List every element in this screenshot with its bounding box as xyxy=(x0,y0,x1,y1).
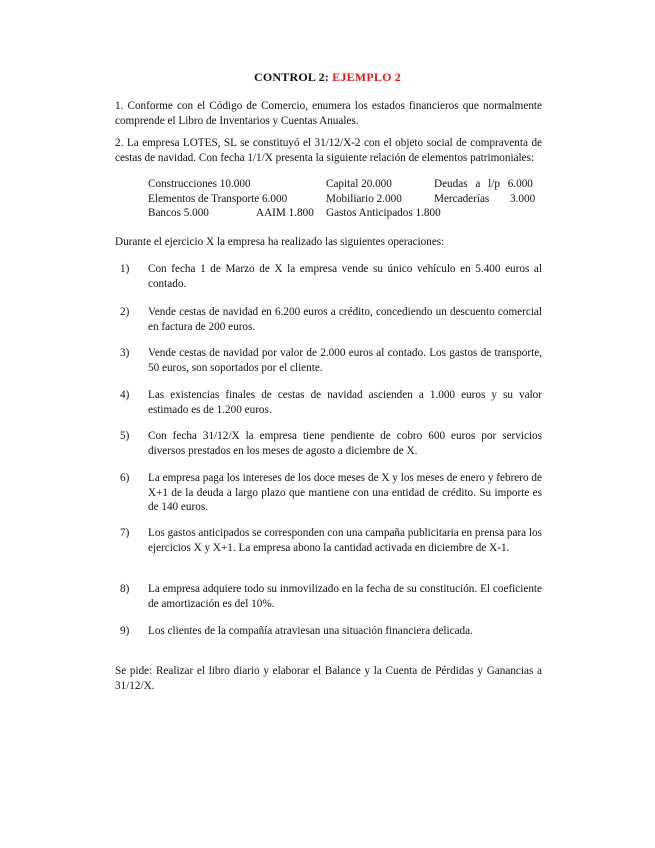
item-number: 7) xyxy=(120,527,130,539)
closing-instruction: Se pide: Realizar el libro diario y elaborar el Balance y la Cuenta de Pérdidas y Ganancias a 31/12/X. xyxy=(115,665,542,692)
question-2: 2. La empresa LOTES, SL se constituyó el 31/12/X-2 con el objeto social de compraventa de cestas de navidad. Con fecha 1/1/X presenta la siguiente relación de elementos patrimoniales: xyxy=(115,137,542,164)
item-number: 2) xyxy=(120,306,130,318)
page-title xyxy=(0,70,655,85)
item-number: 6) xyxy=(120,472,130,484)
title-accent: EJEMPLO 2 xyxy=(332,70,402,84)
item-text: La empresa adquiere todo su inmovilizado en la fecha de su constitución. El coeficiente de amortización es del 10%. xyxy=(148,583,542,610)
asset-item: Construcciones 10.000 xyxy=(148,178,251,190)
item-text: Las existencias finales de cestas de navidad ascienden a 1.000 euros y su valor estimado es de 1.200 euros. xyxy=(148,389,542,416)
title-main: CONTROL 2: xyxy=(253,70,329,84)
question-1: 1. Conforme con el Código de Comercio, enumera los estados financieros que normalmente comprende el Libro de Inventarios y Cuentas Anuales. xyxy=(115,100,542,127)
asset-item: AAIM 1.800 xyxy=(256,207,314,219)
asset-row xyxy=(148,206,542,221)
item-text: Vende cestas de navidad por valor de 2.000 euros al contado. Los gastos de transporte, 50 euros, son soportados por el cliente. xyxy=(148,347,542,374)
item-number: 9) xyxy=(120,625,130,637)
asset-item: Elementos de Transporte 6.000 xyxy=(148,192,288,205)
item-text: Con fecha 31/12/X la empresa tiene pendiente de cobro 600 euros por servicios diversos prestados en los meses de agosto a diciembre de X. xyxy=(148,430,542,457)
asset-item: Mobiliario 2.000 xyxy=(326,192,402,205)
asset-item: 3.000 xyxy=(510,192,536,205)
item-text: Con fecha 1 de Marzo de X la empresa vende su único vehículo en 5.400 euros al contado. xyxy=(148,263,542,290)
asset-item: Deudas a l/p 6.000 xyxy=(434,178,533,190)
item-text: La empresa paga los intereses de los doce meses de X y los meses de enero y febrero de X+1 de la deuda a largo plazo que mantiene con una entidad de crédito. Su importe es de 140 euros. xyxy=(148,472,542,513)
asset-item: Mercaderías xyxy=(434,192,490,205)
item-text: Vende cestas de navidad en 6.200 euros a crédito, concediendo un descuento comercial en factura de 200 euros. xyxy=(148,306,542,333)
asset-item: Bancos 5.000 xyxy=(148,207,209,219)
asset-item: Gastos Anticipados 1.800 xyxy=(326,207,441,219)
asset-row xyxy=(148,192,542,207)
item-number: 1) xyxy=(120,263,130,275)
item-number: 3) xyxy=(120,347,130,359)
item-number: 8) xyxy=(120,583,130,595)
item-text: Los clientes de la compañía atraviesan una situación financiera delicada. xyxy=(148,625,473,637)
asset-item: Capital 20.000 xyxy=(326,178,392,190)
operations-intro: Durante el ejercicio X la empresa ha realizado las siguientes operaciones: xyxy=(115,236,445,248)
item-text: Los gastos anticipados se corresponden con una campaña publicitaria en prensa para los ejercicios X y X+1. La empresa abono la cantidad activada en diciembre de X-1. xyxy=(148,527,542,554)
asset-row xyxy=(148,177,542,192)
item-number: 4) xyxy=(120,389,130,401)
asset-list xyxy=(148,177,542,221)
item-number: 5) xyxy=(120,430,130,442)
